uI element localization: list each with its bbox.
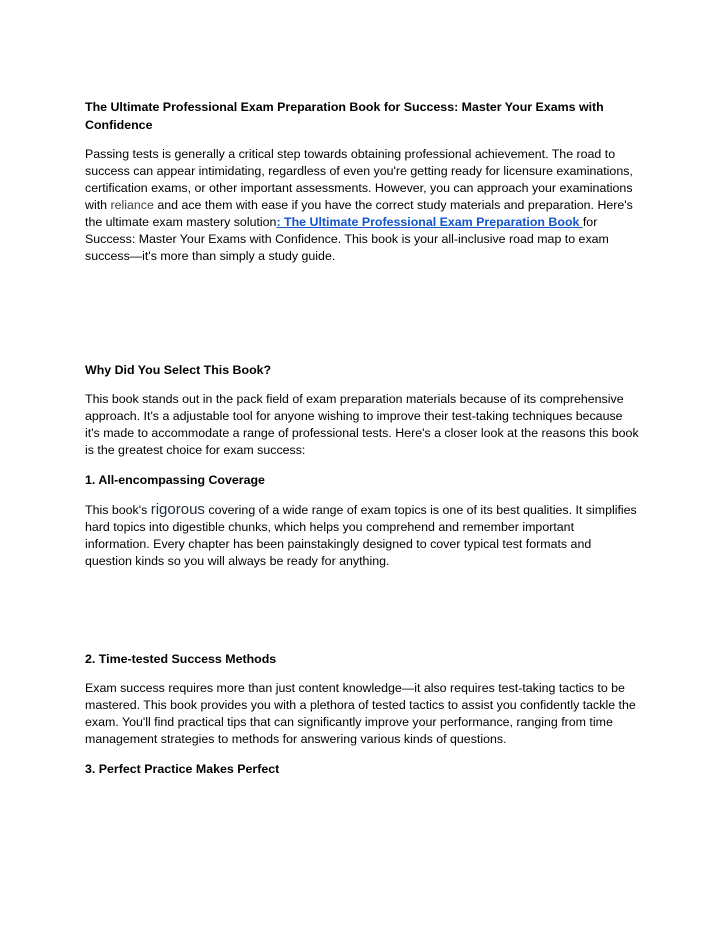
methods-paragraph: Exam success requires more than just content knowledge—it also requires test-taking tactics to be mastered. This book provides you with a plethora of tested tactics to assist you confidently tackle the exam. You'll find practical tips that can significantly improve your performance, ranging from time management strategies to methods for answering various kinds of questions. xyxy=(85,681,636,746)
intro-text-3: for Success: Master Your Exams with Confidence. This book is your all-inclusive road map to exam success—it's more than simply a study guide. xyxy=(85,215,609,263)
reliance-word: reliance xyxy=(110,198,154,212)
heading-practice: 3. Perfect Practice Makes Perfect xyxy=(85,762,280,776)
intro-text-1: Passing tests is generally a critical step towards obtaining professional achievement. The road to success can appear intimidating, regardless of even you're getting ready for licensure examinations, certification exams, or other important assessments. However, you can approach your examinations with xyxy=(85,147,633,212)
coverage-text-2: covering of a wide range of exam topics is one of its best qualities. It simplifies hard topics into digestible chunks, which helps you comprehend and remember important information. Every chapter has been painstakingly designed to cover typical test formats and question kinds so you will always be ready for anything. xyxy=(85,503,637,568)
book-link[interactable]: : The Ultimate Professional Exam Preparation Book xyxy=(276,215,583,229)
coverage-paragraph xyxy=(85,501,640,570)
document-page xyxy=(85,98,640,778)
why-paragraph: This book stands out in the pack field of exam preparation materials because of its comprehensive approach. It's a adjustable tool for anyone wishing to improve their test-taking techniques because it's made to accommodate a range of professional tests. Here's a closer look at the reasons this book is the greatest choice for exam success: xyxy=(85,392,639,457)
coverage-text-1: This book's xyxy=(85,503,151,517)
intro-text-2: and ace them with ease if you have the correct study materials and preparation. Here's the ultimate exam mastery solution xyxy=(85,198,633,229)
spacer xyxy=(85,265,640,361)
spacer xyxy=(85,570,640,650)
heading-coverage: 1. All-encompassing Coverage xyxy=(85,473,265,487)
heading-methods: 2. Time-tested Success Methods xyxy=(85,652,277,666)
heading-why: Why Did You Select This Book? xyxy=(85,363,272,377)
document-title: The Ultimate Professional Exam Preparation Book for Success: Master Your Exams with Confidence xyxy=(85,100,604,132)
intro-paragraph xyxy=(85,146,640,265)
rigorous-word: rigorous xyxy=(150,501,205,518)
